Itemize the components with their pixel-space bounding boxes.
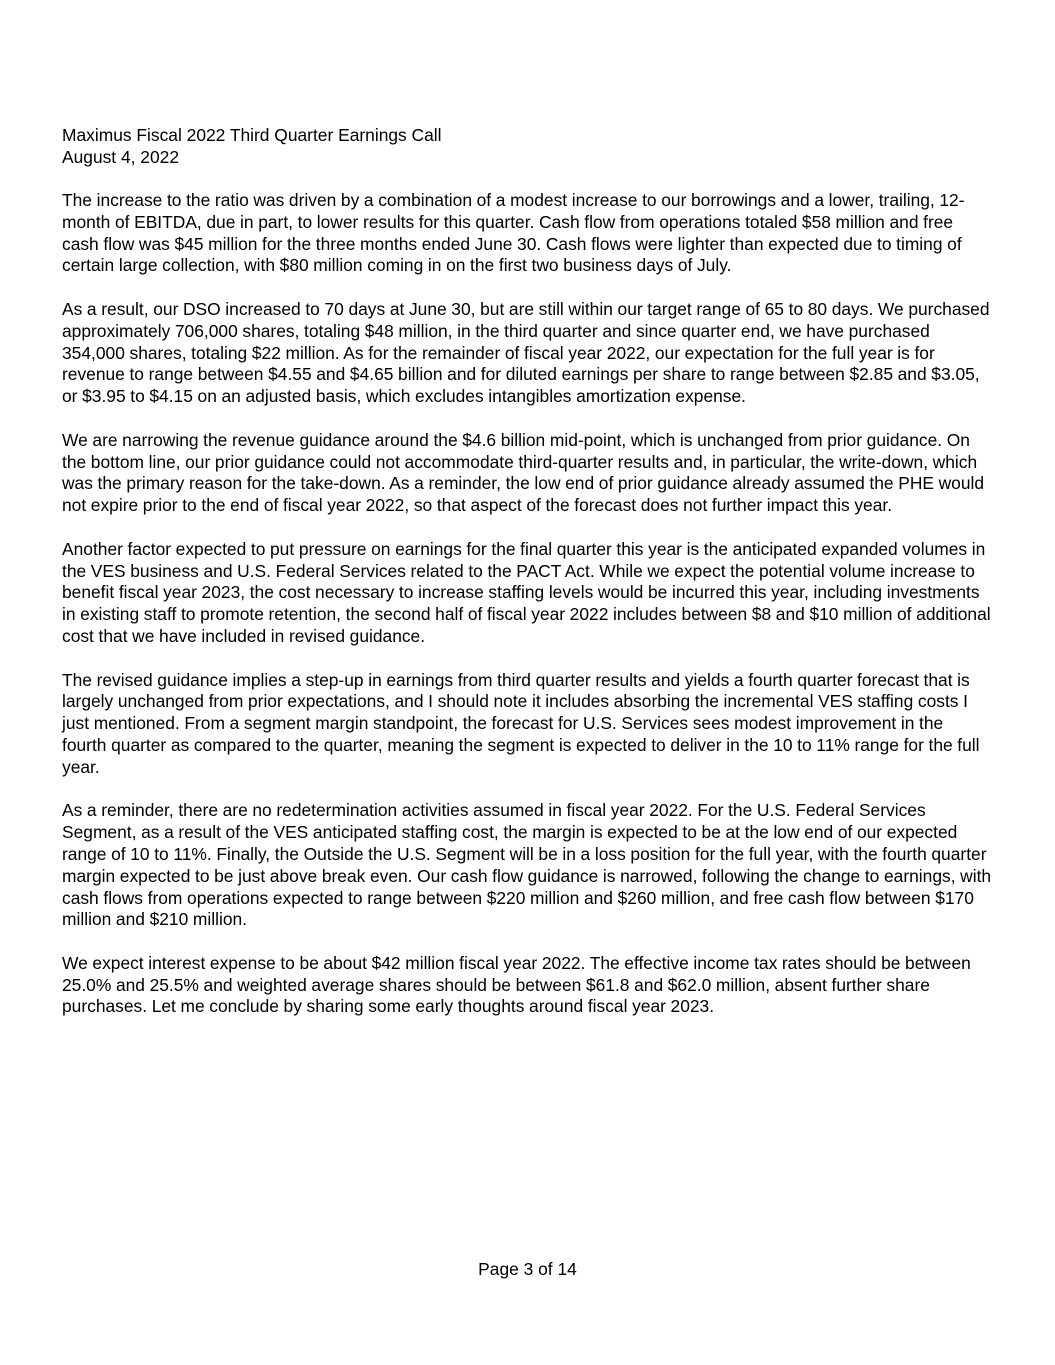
paragraph: As a reminder, there are no redetermination activities assumed in fiscal year 2022. For the U.S. Federal Services Segment, as a result of the VES anticipated staffing cost, the margin is expected to be at the low end of our expected range of 10 to 11%. Finally, the Outside the U.S. Segment will be in a loss position for the full year, with the fourth quarter margin expected to be just above break even. Our cash flow guidance is narrowed, following the change to earnings, with cash flows from operations expected to range between $220 million and $260 million, and free cash flow between $170 million and $210 million. bbox=[62, 800, 992, 930]
document-header bbox=[62, 124, 992, 168]
paragraph: The revised guidance implies a step-up in earnings from third quarter results and yields a fourth quarter forecast that is largely unchanged from prior expectations, and I should note it includes absorbing the incremental VES staffing costs I just mentioned. From a segment margin standpoint, the forecast for U.S. Services sees modest improvement in the fourth quarter as compared to the quarter, meaning the segment is expected to deliver in the 10 to 11% range for the full year. bbox=[62, 669, 980, 777]
page-number: Page 3 of 14 bbox=[478, 1259, 577, 1279]
document-body bbox=[62, 190, 992, 1040]
paragraph: The increase to the ratio was driven by a combination of a modest increase to our borrowings and a lower, trailing, 12-month of EBITDA, due in part, to lower results for this quarter. Cash flow from operations totaled $58 million and free cash flow was $45 million for the three months ended June 30. Cash flows were lighter than expected due to timing of certain large collection, with $80 million coming in on the first two business days of July. bbox=[62, 190, 965, 276]
paragraph: We are narrowing the revenue guidance around the $4.6 billion mid-point, which is unchanged from prior guidance. On the bottom line, our prior guidance could not accommodate third-quarter results and, in particular, the write-down, which was the primary reason for the take-down. As a reminder, the low end of prior guidance already assumed the PHE would not expire prior to the end of fiscal year 2022, so that aspect of the forecast does not further impact this year. bbox=[62, 429, 985, 516]
paragraph: Another factor expected to put pressure on earnings for the final quarter this year is the anticipated expanded volumes in the VES business and U.S. Federal Services related to the PACT Act. While we expect the potential volume increase to benefit fiscal year 2023, the cost necessary to increase staffing levels would be incurred this year, including investments in existing staff to promote retention, the second half of fiscal year 2022 includes between $8 and $10 million of additional cost that we have included in revised guidance. bbox=[62, 538, 991, 646]
paragraph: As a result, our DSO increased to 70 days at June 30, but are still within our target range of 65 to 80 days. We purchased approximately 706,000 shares, totaling $48 million, in the third quarter and since quarter end, we have purchased 354,000 shares, totaling $22 million. As for the remainder of fiscal year 2022, our expectation for the full year is for revenue to range between $4.55 and $4.65 billion and for diluted earnings per share to range between $2.85 and $3.05, or $3.95 to $4.15 on an adjusted basis, which excludes intangibles amortization expense. bbox=[62, 298, 990, 407]
document-title: Maximus Fiscal 2022 Third Quarter Earnings Call bbox=[62, 125, 442, 145]
paragraph: We expect interest expense to be about $42 million fiscal year 2022. The effective income tax rates should be between 25.0% and 25.5% and weighted average shares should be between $61.8 and $62.0 million, absent further share purchases. Let me conclude by sharing some early thoughts around fiscal year 2023. bbox=[62, 952, 971, 1017]
document-date: August 4, 2022 bbox=[62, 147, 179, 167]
